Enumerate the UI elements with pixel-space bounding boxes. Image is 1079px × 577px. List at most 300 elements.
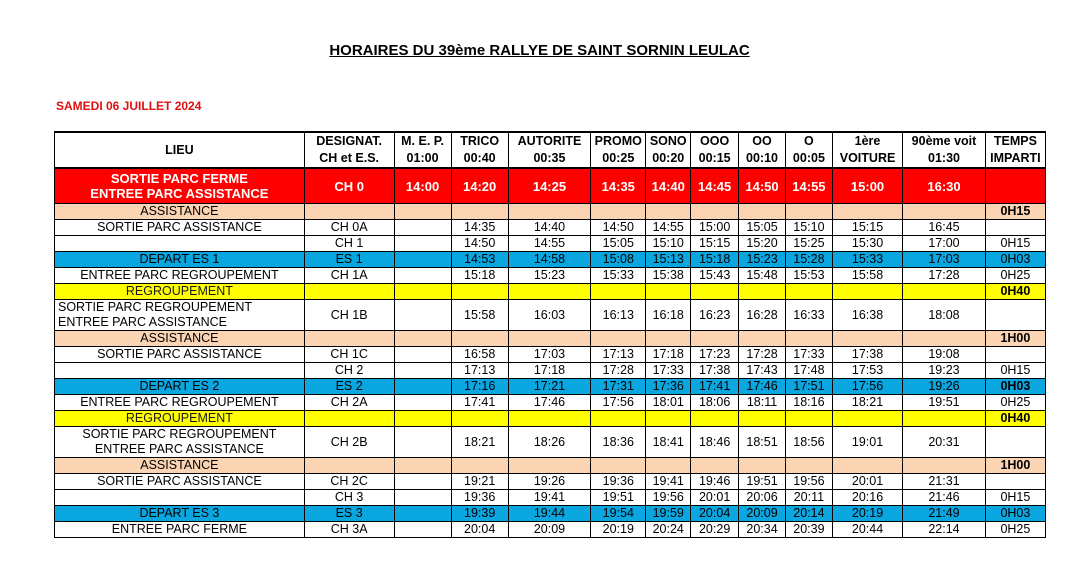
- time-cell: 14:50: [591, 220, 646, 236]
- time-cell: 15:18: [691, 252, 739, 268]
- lieu-line: SORTIE PARC ASSISTANCE: [97, 347, 262, 361]
- time-cell: 17:46: [739, 379, 786, 395]
- lieu-line: ENTREE PARC ASSISTANCE: [90, 186, 269, 201]
- time-cell: CH 3: [304, 490, 394, 506]
- time-cell: 20:01: [691, 490, 739, 506]
- temps-imparti-cell: 0H03: [985, 379, 1045, 395]
- schedule-row: [55, 411, 1046, 427]
- time-cell: CH 2B: [304, 427, 394, 458]
- time-cell: 17:28: [903, 268, 986, 284]
- temps-imparti-cell: 0H25: [985, 522, 1045, 538]
- time-cell: [646, 284, 691, 300]
- time-cell: CH 2: [304, 363, 394, 379]
- time-cell: [394, 268, 451, 284]
- column-header-line: LIEU: [165, 142, 194, 157]
- time-cell: [304, 411, 394, 427]
- time-cell: 14:35: [451, 220, 508, 236]
- column-header-line: CH et E.S.: [319, 151, 380, 165]
- column-header-line: SONO: [649, 134, 687, 148]
- time-cell: [646, 331, 691, 347]
- time-cell: 14:50: [739, 168, 786, 204]
- temps-imparti-cell: 0H15: [985, 363, 1045, 379]
- time-cell: CH 1: [304, 236, 394, 252]
- time-cell: 16:18: [646, 300, 691, 331]
- time-cell: 20:44: [832, 522, 902, 538]
- time-cell: 18:36: [591, 427, 646, 458]
- time-cell: [394, 363, 451, 379]
- time-cell: 20:04: [691, 506, 739, 522]
- temps-imparti-cell: 0H03: [985, 252, 1045, 268]
- lieu-line: DEPART ES 1: [139, 252, 220, 266]
- column-header: [646, 132, 691, 168]
- lieu-cell: [55, 522, 305, 538]
- time-cell: 19:01: [832, 427, 902, 458]
- column-header: [691, 132, 739, 168]
- time-cell: 15:58: [832, 268, 902, 284]
- time-cell: [394, 331, 451, 347]
- temps-imparti-cell: 0H15: [985, 204, 1045, 220]
- time-cell: 15:00: [832, 168, 902, 204]
- time-cell: 15:25: [785, 236, 832, 252]
- time-cell: 17:33: [785, 347, 832, 363]
- time-cell: 18:16: [785, 395, 832, 411]
- time-cell: CH 1B: [304, 300, 394, 331]
- lieu-cell: [55, 363, 305, 379]
- time-cell: 15:05: [739, 220, 786, 236]
- column-header: [304, 132, 394, 168]
- time-cell: 19:44: [508, 506, 591, 522]
- schedule-row: [55, 506, 1046, 522]
- column-header: [451, 132, 508, 168]
- time-cell: [646, 458, 691, 474]
- time-cell: 17:28: [739, 347, 786, 363]
- column-header: [508, 132, 591, 168]
- column-header-line: DESIGNAT.: [316, 134, 383, 148]
- time-cell: [394, 490, 451, 506]
- time-cell: [304, 458, 394, 474]
- schedule-row: [55, 458, 1046, 474]
- time-cell: [691, 284, 739, 300]
- time-cell: [646, 204, 691, 220]
- time-cell: 17:46: [508, 395, 591, 411]
- column-header: [55, 132, 305, 168]
- time-cell: 14:53: [451, 252, 508, 268]
- time-cell: 15:33: [832, 252, 902, 268]
- time-cell: 15:18: [451, 268, 508, 284]
- time-cell: 16:58: [451, 347, 508, 363]
- column-header-line: 1ère: [854, 134, 881, 148]
- time-cell: CH 3A: [304, 522, 394, 538]
- schedule-row: [55, 204, 1046, 220]
- time-cell: 20:14: [785, 506, 832, 522]
- time-cell: 17:13: [451, 363, 508, 379]
- temps-imparti-cell: 0H15: [985, 236, 1045, 252]
- time-cell: [591, 331, 646, 347]
- time-cell: 19:23: [903, 363, 986, 379]
- lieu-line: ENTREE PARC ASSISTANCE: [94, 442, 264, 456]
- time-cell: [903, 458, 986, 474]
- time-cell: 17:16: [451, 379, 508, 395]
- time-cell: 19:26: [508, 474, 591, 490]
- time-cell: 19:41: [646, 474, 691, 490]
- time-cell: 17:41: [451, 395, 508, 411]
- time-cell: CH 0: [304, 168, 394, 204]
- column-header-line: OOO: [700, 134, 730, 148]
- time-cell: [785, 284, 832, 300]
- time-cell: [394, 458, 451, 474]
- time-cell: 15:23: [739, 252, 786, 268]
- time-cell: 20:31: [903, 427, 986, 458]
- column-header-line: 00:20: [652, 151, 685, 165]
- lieu-cell: [55, 411, 305, 427]
- column-header: [739, 132, 786, 168]
- time-cell: 14:25: [508, 168, 591, 204]
- temps-imparti-cell: 0H40: [985, 284, 1045, 300]
- time-cell: 20:04: [451, 522, 508, 538]
- time-cell: 17:38: [832, 347, 902, 363]
- time-cell: 15:58: [451, 300, 508, 331]
- time-cell: [304, 284, 394, 300]
- lieu-cell: [55, 168, 305, 204]
- time-cell: 16:23: [691, 300, 739, 331]
- time-cell: [394, 427, 451, 458]
- lieu-cell: [55, 331, 305, 347]
- time-cell: 15:28: [785, 252, 832, 268]
- time-cell: CH 2C: [304, 474, 394, 490]
- time-cell: [832, 411, 902, 427]
- lieu-line: ENTREE PARC REGROUPEMENT: [80, 395, 279, 409]
- temps-imparti-cell: [985, 168, 1045, 204]
- time-cell: 19:56: [646, 490, 691, 506]
- time-cell: CH 1A: [304, 268, 394, 284]
- time-cell: 15:10: [785, 220, 832, 236]
- time-cell: 17:33: [646, 363, 691, 379]
- time-cell: 18:08: [903, 300, 986, 331]
- time-cell: 17:51: [785, 379, 832, 395]
- time-cell: [832, 331, 902, 347]
- time-cell: 14:00: [394, 168, 451, 204]
- time-cell: [646, 411, 691, 427]
- lieu-line: REGROUPEMENT: [125, 284, 233, 298]
- time-cell: [451, 204, 508, 220]
- time-cell: [591, 284, 646, 300]
- column-header-line: 00:40: [463, 151, 496, 165]
- lieu-line: SORTIE PARC ASSISTANCE: [97, 220, 262, 234]
- time-cell: 16:38: [832, 300, 902, 331]
- time-cell: 18:51: [739, 427, 786, 458]
- time-cell: 15:15: [691, 236, 739, 252]
- lieu-cell: [55, 395, 305, 411]
- time-cell: [394, 411, 451, 427]
- time-cell: [785, 458, 832, 474]
- column-header: [985, 132, 1045, 168]
- column-header-line: VOITURE: [839, 151, 896, 165]
- temps-imparti-cell: [985, 300, 1045, 331]
- time-cell: 16:45: [903, 220, 986, 236]
- time-cell: 16:33: [785, 300, 832, 331]
- time-cell: [394, 379, 451, 395]
- time-cell: [394, 474, 451, 490]
- lieu-line: ASSISTANCE: [140, 458, 219, 472]
- time-cell: 14:40: [646, 168, 691, 204]
- time-cell: 14:50: [451, 236, 508, 252]
- time-cell: [591, 204, 646, 220]
- column-header-line: TEMPS: [993, 134, 1037, 148]
- time-cell: 18:46: [691, 427, 739, 458]
- lieu-cell: [55, 506, 305, 522]
- time-cell: 19:54: [591, 506, 646, 522]
- time-cell: [691, 411, 739, 427]
- temps-imparti-cell: 1H00: [985, 331, 1045, 347]
- time-cell: 20:19: [832, 506, 902, 522]
- schedule-row: [55, 284, 1046, 300]
- time-cell: 20:09: [739, 506, 786, 522]
- time-cell: 17:03: [903, 252, 986, 268]
- lieu-cell: [55, 284, 305, 300]
- time-cell: 20:09: [508, 522, 591, 538]
- time-cell: 18:56: [785, 427, 832, 458]
- schedule-row: [55, 168, 1046, 204]
- time-cell: [591, 411, 646, 427]
- column-header-line: TRICO: [460, 134, 500, 148]
- time-cell: 19:56: [785, 474, 832, 490]
- time-cell: 21:49: [903, 506, 986, 522]
- time-cell: [832, 284, 902, 300]
- time-cell: 14:45: [691, 168, 739, 204]
- time-cell: [394, 204, 451, 220]
- time-cell: 17:43: [739, 363, 786, 379]
- time-cell: 15:43: [691, 268, 739, 284]
- time-cell: 17:28: [591, 363, 646, 379]
- temps-imparti-cell: 0H25: [985, 268, 1045, 284]
- time-cell: 17:53: [832, 363, 902, 379]
- time-cell: 14:20: [451, 168, 508, 204]
- lieu-cell: [55, 204, 305, 220]
- time-cell: 19:41: [508, 490, 591, 506]
- schedule-row: [55, 300, 1046, 331]
- time-cell: 17:56: [591, 395, 646, 411]
- column-header-line: IMPARTI: [990, 151, 1041, 165]
- column-header-line: 00:25: [602, 151, 635, 165]
- lieu-cell: [55, 236, 305, 252]
- time-cell: [785, 411, 832, 427]
- time-cell: 14:58: [508, 252, 591, 268]
- column-header-line: 01:00: [406, 151, 439, 165]
- time-cell: 19:21: [451, 474, 508, 490]
- time-cell: 17:00: [903, 236, 986, 252]
- time-cell: [451, 458, 508, 474]
- column-header-line: 00:15: [698, 151, 731, 165]
- time-cell: 20:39: [785, 522, 832, 538]
- lieu-cell: [55, 300, 305, 331]
- column-header: [394, 132, 451, 168]
- lieu-line: SORTIE PARC ASSISTANCE: [97, 474, 262, 488]
- time-cell: 17:56: [832, 379, 902, 395]
- time-cell: [591, 458, 646, 474]
- time-cell: 20:29: [691, 522, 739, 538]
- lieu-cell: [55, 474, 305, 490]
- page-title: HORAIRES DU 39ème RALLYE DE SAINT SORNIN LEULAC: [329, 42, 750, 59]
- lieu-line: SORTIE PARC REGROUPEMENT: [58, 300, 253, 314]
- time-cell: 17:41: [691, 379, 739, 395]
- lieu-line: ENTREE PARC ASSISTANCE: [58, 315, 228, 329]
- lieu-line: SORTIE PARC REGROUPEMENT: [82, 427, 277, 441]
- time-cell: [394, 252, 451, 268]
- time-cell: 20:11: [785, 490, 832, 506]
- header-row: [55, 132, 1046, 168]
- schedule-row: [55, 331, 1046, 347]
- time-cell: 19:51: [739, 474, 786, 490]
- temps-imparti-cell: [985, 347, 1045, 363]
- time-cell: 19:51: [591, 490, 646, 506]
- lieu-line: ASSISTANCE: [140, 331, 219, 345]
- time-cell: [832, 204, 902, 220]
- time-cell: CH 2A: [304, 395, 394, 411]
- time-cell: [691, 204, 739, 220]
- column-header: [832, 132, 902, 168]
- temps-imparti-cell: 0H15: [985, 490, 1045, 506]
- column-header-line: M. E. P.: [401, 134, 444, 148]
- time-cell: [903, 284, 986, 300]
- time-cell: 14:55: [785, 168, 832, 204]
- temps-imparti-cell: [985, 474, 1045, 490]
- time-cell: [451, 331, 508, 347]
- column-header-line: 00:10: [746, 151, 779, 165]
- lieu-line: DEPART ES 2: [139, 379, 220, 393]
- time-cell: [739, 458, 786, 474]
- time-cell: 15:20: [739, 236, 786, 252]
- time-cell: 20:19: [591, 522, 646, 538]
- time-cell: 18:26: [508, 427, 591, 458]
- time-cell: [739, 331, 786, 347]
- time-cell: 17:23: [691, 347, 739, 363]
- time-cell: [451, 284, 508, 300]
- time-cell: 15:08: [591, 252, 646, 268]
- lieu-cell: [55, 490, 305, 506]
- time-cell: 15:13: [646, 252, 691, 268]
- time-cell: [785, 204, 832, 220]
- lieu-line: ENTREE PARC REGROUPEMENT: [80, 268, 279, 282]
- lieu-cell: [55, 347, 305, 363]
- time-cell: 17:18: [508, 363, 591, 379]
- time-cell: [304, 204, 394, 220]
- schedule-row: [55, 347, 1046, 363]
- time-cell: [394, 284, 451, 300]
- time-cell: 17:38: [691, 363, 739, 379]
- time-cell: 17:31: [591, 379, 646, 395]
- time-cell: 15:38: [646, 268, 691, 284]
- time-cell: ES 1: [304, 252, 394, 268]
- time-cell: 16:30: [903, 168, 986, 204]
- time-cell: [903, 411, 986, 427]
- time-cell: 18:21: [451, 427, 508, 458]
- column-header-line: PROMO: [594, 134, 642, 148]
- time-cell: 15:15: [832, 220, 902, 236]
- lieu-cell: [55, 252, 305, 268]
- time-cell: 18:01: [646, 395, 691, 411]
- time-cell: 17:48: [785, 363, 832, 379]
- time-cell: CH 1C: [304, 347, 394, 363]
- time-cell: 15:00: [691, 220, 739, 236]
- time-cell: 15:48: [739, 268, 786, 284]
- time-cell: [903, 204, 986, 220]
- time-cell: [508, 204, 591, 220]
- time-cell: [508, 284, 591, 300]
- temps-imparti-cell: 0H40: [985, 411, 1045, 427]
- temps-imparti-cell: [985, 427, 1045, 458]
- time-cell: 15:10: [646, 236, 691, 252]
- time-cell: [691, 331, 739, 347]
- temps-imparti-cell: 0H03: [985, 506, 1045, 522]
- schedule-row: [55, 490, 1046, 506]
- lieu-cell: [55, 268, 305, 284]
- time-cell: 18:06: [691, 395, 739, 411]
- time-cell: 14:40: [508, 220, 591, 236]
- time-cell: 16:28: [739, 300, 786, 331]
- time-cell: 17:13: [591, 347, 646, 363]
- time-cell: [508, 411, 591, 427]
- schedule-row: [55, 427, 1046, 458]
- time-cell: [691, 458, 739, 474]
- time-cell: [739, 204, 786, 220]
- temps-imparti-cell: [985, 220, 1045, 236]
- schedule-row: [55, 395, 1046, 411]
- temps-imparti-cell: 1H00: [985, 458, 1045, 474]
- schedule-row: [55, 522, 1046, 538]
- time-cell: 16:03: [508, 300, 591, 331]
- time-cell: 15:23: [508, 268, 591, 284]
- time-cell: 17:21: [508, 379, 591, 395]
- time-cell: [394, 220, 451, 236]
- temps-imparti-cell: 0H25: [985, 395, 1045, 411]
- column-header: [591, 132, 646, 168]
- time-cell: 21:31: [903, 474, 986, 490]
- time-cell: 15:30: [832, 236, 902, 252]
- column-header: [903, 132, 986, 168]
- schedule-row: [55, 220, 1046, 236]
- time-cell: [394, 506, 451, 522]
- time-cell: 19:26: [903, 379, 986, 395]
- time-cell: 14:35: [591, 168, 646, 204]
- column-header-line: 90ème voit: [911, 134, 977, 148]
- lieu-line: DEPART ES 3: [139, 506, 220, 520]
- schedule-row: [55, 236, 1046, 252]
- time-cell: [508, 458, 591, 474]
- lieu-line: SORTIE PARC FERME: [110, 171, 248, 186]
- time-cell: [394, 300, 451, 331]
- time-cell: 17:36: [646, 379, 691, 395]
- lieu-cell: [55, 458, 305, 474]
- time-cell: CH 0A: [304, 220, 394, 236]
- time-cell: 15:05: [591, 236, 646, 252]
- lieu-line: ASSISTANCE: [140, 204, 219, 218]
- time-cell: 19:51: [903, 395, 986, 411]
- time-cell: 18:11: [739, 395, 786, 411]
- time-cell: 19:36: [451, 490, 508, 506]
- column-header-line: OO: [752, 134, 772, 148]
- time-cell: 14:55: [646, 220, 691, 236]
- schedule-body: [55, 168, 1046, 538]
- time-cell: 15:33: [591, 268, 646, 284]
- column-header-line: 00:05: [792, 151, 825, 165]
- time-cell: ES 3: [304, 506, 394, 522]
- time-cell: [394, 522, 451, 538]
- time-cell: [394, 236, 451, 252]
- schedule-row: [55, 268, 1046, 284]
- time-cell: 19:46: [691, 474, 739, 490]
- time-cell: 17:03: [508, 347, 591, 363]
- time-cell: [739, 411, 786, 427]
